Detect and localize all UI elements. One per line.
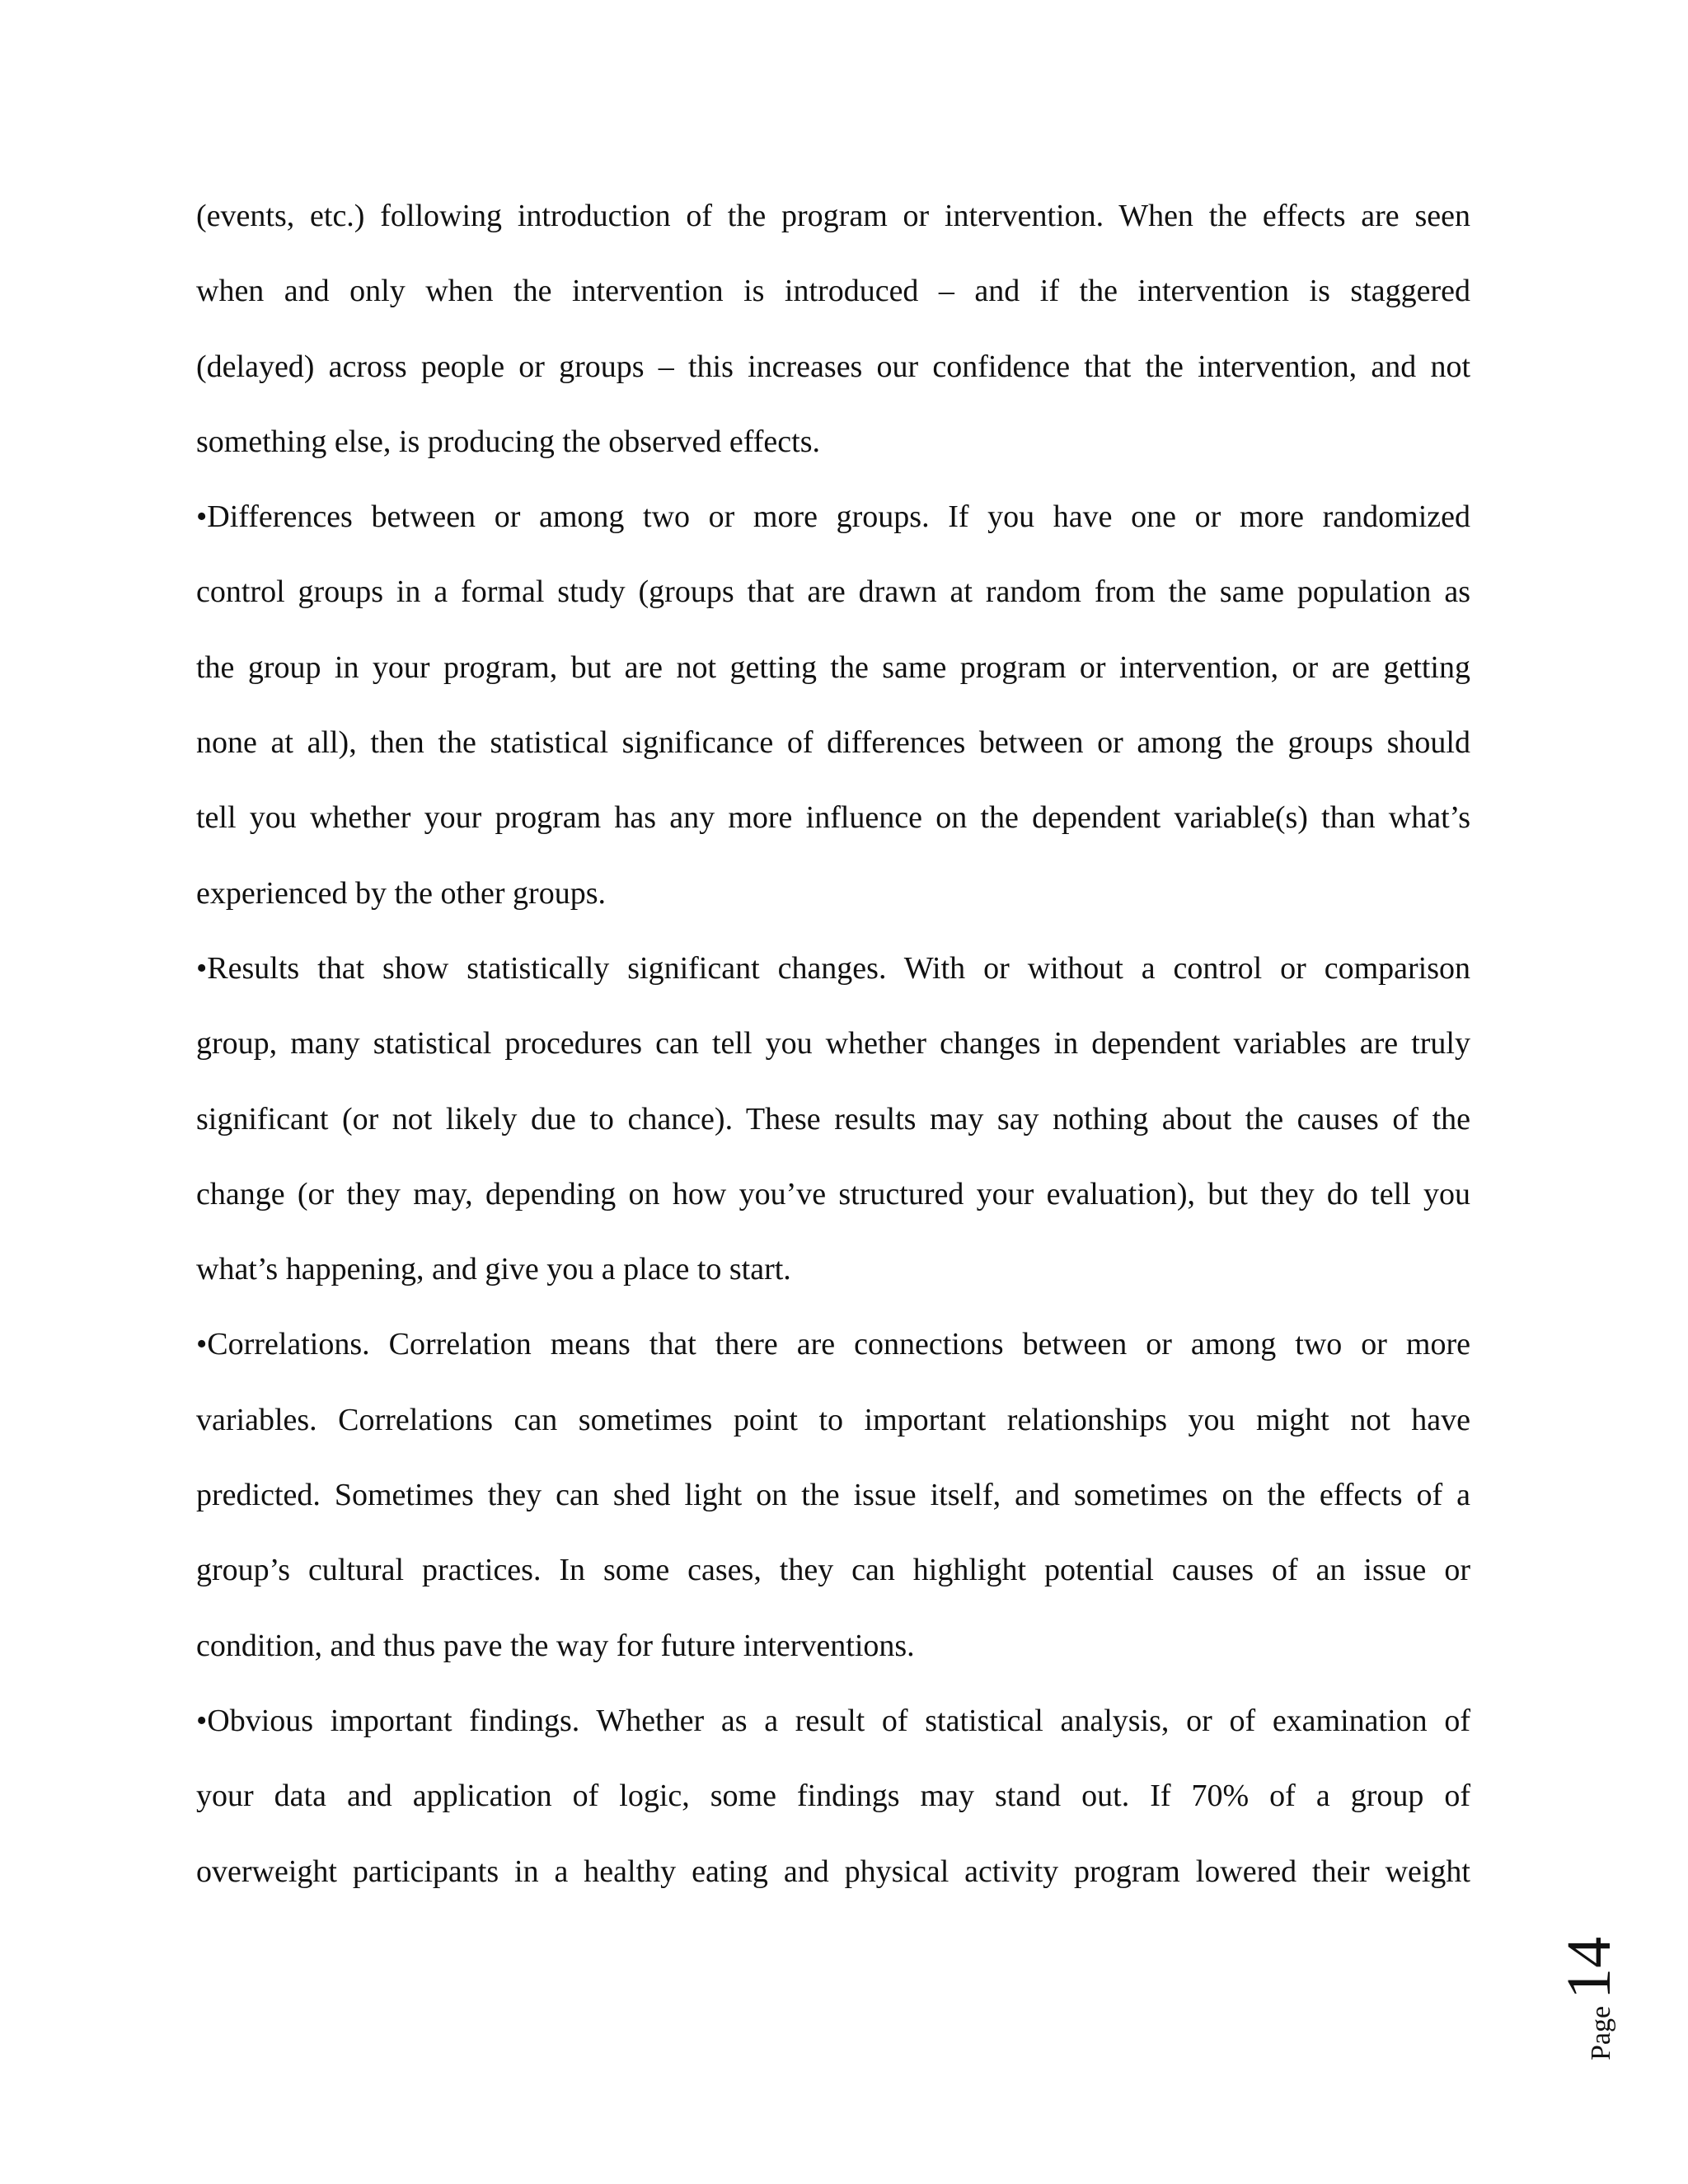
text-line: •Results that show statistically significant changes. With or without a control or comparison bbox=[196, 950, 1470, 986]
text-line: tell you whether your program has any more influence on the dependent variable(s) than what’s bbox=[196, 800, 1470, 836]
text-line: •Differences between or among two or more groups. If you have one or more randomized bbox=[196, 499, 1470, 535]
text-line: what’s happening, and give you a place to start. bbox=[196, 1252, 791, 1287]
text-line: condition, and thus pave the way for future interventions. bbox=[196, 1628, 915, 1663]
text-line: control groups in a formal study (groups that are drawn at random from the same population as bbox=[196, 574, 1470, 610]
page-number: 14 bbox=[1554, 1936, 1624, 1999]
text-line: (events, etc.) following introduction of the program or intervention. When the effects are seen bbox=[196, 199, 1470, 233]
text-line: the group in your program, but are not getting the same program or intervention, or are getting bbox=[196, 649, 1470, 685]
page-body bbox=[196, 186, 1470, 1917]
page-number-block bbox=[1554, 1936, 1624, 2060]
text-line: your data and application of logic, some findings may stand out. If 70% of a group of bbox=[196, 1779, 1470, 1814]
text-line: experienced by the other groups. bbox=[196, 875, 606, 911]
text-line: significant (or not likely due to chance). These results may say nothing about the causes of the bbox=[196, 1101, 1470, 1137]
text-line: change (or they may, depending on how you’ve structured your evaluation), but they do tell you bbox=[196, 1176, 1470, 1212]
text-line: predicted. Sometimes they can shed light on the issue itself, and sometimes on the effects of a bbox=[196, 1478, 1470, 1513]
text-line: when and only when the intervention is introduced – and if the intervention is staggered bbox=[196, 274, 1470, 309]
text-line: group’s cultural practices. In some cases, they can highlight potential causes of an issue or bbox=[196, 1553, 1470, 1588]
page-label: Page bbox=[1586, 2005, 1616, 2060]
text-line: (delayed) across people or groups – this increases our confidence that the intervention, and not bbox=[196, 349, 1470, 384]
text-line: •Obvious important findings. Whether as a result of statistical analysis, or of examination of bbox=[196, 1703, 1470, 1738]
text-line: •Correlations. Correlation means that there are connections between or among two or more bbox=[196, 1327, 1470, 1362]
text-line: variables. Correlations can sometimes point to important relationships you might not have bbox=[196, 1402, 1470, 1437]
text-line: none at all), then the statistical significance of differences between or among the groups should bbox=[196, 725, 1470, 761]
text-line: overweight participants in a healthy eating and physical activity program lowered their weight bbox=[196, 1854, 1470, 1889]
text-line: something else, is producing the observed effects. bbox=[196, 424, 820, 459]
text-line: group, many statistical procedures can tell you whether changes in dependent variables are truly bbox=[196, 1026, 1470, 1062]
